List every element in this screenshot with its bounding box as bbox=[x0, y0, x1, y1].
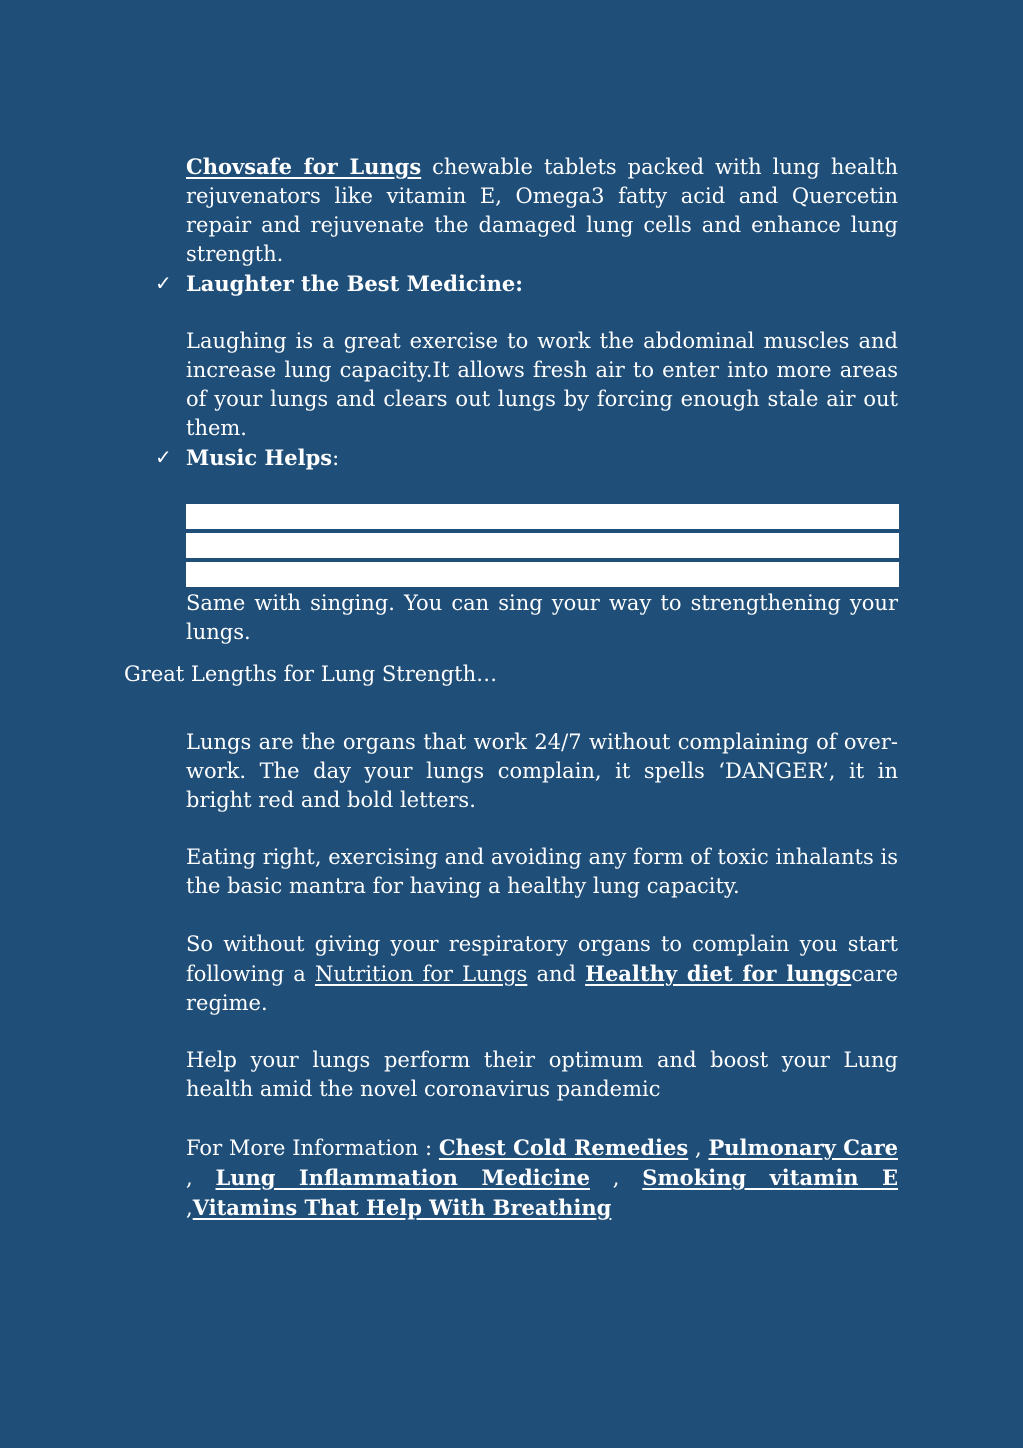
intro-text: chewable tablets packed with lung health rejuvenators like vitamin E, Omega3 fatty acid and Quercetin repair and rejuvenate the damaged lung cells and enhance lung strength. bbox=[186, 155, 898, 266]
chovsafe-link[interactable]: Chovsafe for Lungs bbox=[186, 154, 422, 179]
paragraph-lungs-organs: Lungs are the organs that work 24/7 without complaining of over-work. The day your lungs complain, it spells ‘DANGER’, it in bright red and bold letters. bbox=[186, 730, 898, 812]
music-heading bbox=[186, 443, 339, 473]
laughter-heading: Laughter the Best Medicine: bbox=[186, 271, 524, 296]
nutrition-for-lungs-link[interactable]: Nutrition for Lungs bbox=[314, 962, 528, 986]
music-heading-colon: : bbox=[332, 446, 340, 470]
pulmonary-care-link[interactable]: Pulmonary Care bbox=[708, 1135, 898, 1160]
healthy-diet-link[interactable]: Healthy diet for lungs bbox=[585, 961, 852, 986]
vitamins-breathing-link[interactable]: Vitamins That Help With Breathing bbox=[192, 1195, 612, 1220]
paragraph-optimum: Help your lungs perform their optimum and boost your Lung health amid the novel coronavirus pandemic bbox=[186, 1048, 898, 1101]
smoking-vitamin-e-link[interactable]: Smoking vitamin E bbox=[642, 1165, 899, 1190]
section-title: Great Lengths for Lung Strength… bbox=[124, 662, 498, 686]
redacted-bar bbox=[186, 562, 899, 587]
paragraph-nutrition: So without giving your respiratory organs to complain you start following a Nutrition for Lungs and Healthy diet for lungscare regime. bbox=[186, 932, 898, 1015]
music-heading-text: Music Helps bbox=[186, 445, 333, 470]
chest-cold-remedies-link[interactable]: Chest Cold Remedies bbox=[438, 1135, 689, 1160]
checkmark-icon: ✓ bbox=[155, 271, 172, 295]
more-information: For More Information : Chest Cold Remedies , Pulmonary Care , Lung Inflammation Medicine , Smoking vitamin E ,Vitamins That Help With Breathing bbox=[186, 1135, 899, 1220]
intro-paragraph bbox=[186, 152, 898, 269]
music-paragraph: Same with singing. You can sing your way to strengthening your lungs. bbox=[186, 591, 898, 644]
redacted-bar bbox=[186, 533, 899, 558]
lung-inflammation-medicine-link[interactable]: Lung Inflammation Medicine bbox=[215, 1165, 590, 1190]
more-info-label: For More Information : bbox=[186, 1136, 439, 1160]
paragraph-eating-right: Eating right, exercising and avoiding any form of toxic inhalants is the basic mantra for having a healthy lung capacity. bbox=[186, 845, 898, 898]
redacted-bar bbox=[186, 504, 899, 529]
laughter-paragraph: Laughing is a great exercise to work the abdominal muscles and increase lung capacity.It allows fresh air to enter into more areas of your lungs and clears out lungs by forcing enough stale air out them. bbox=[186, 329, 898, 440]
checkmark-icon: ✓ bbox=[155, 445, 172, 469]
